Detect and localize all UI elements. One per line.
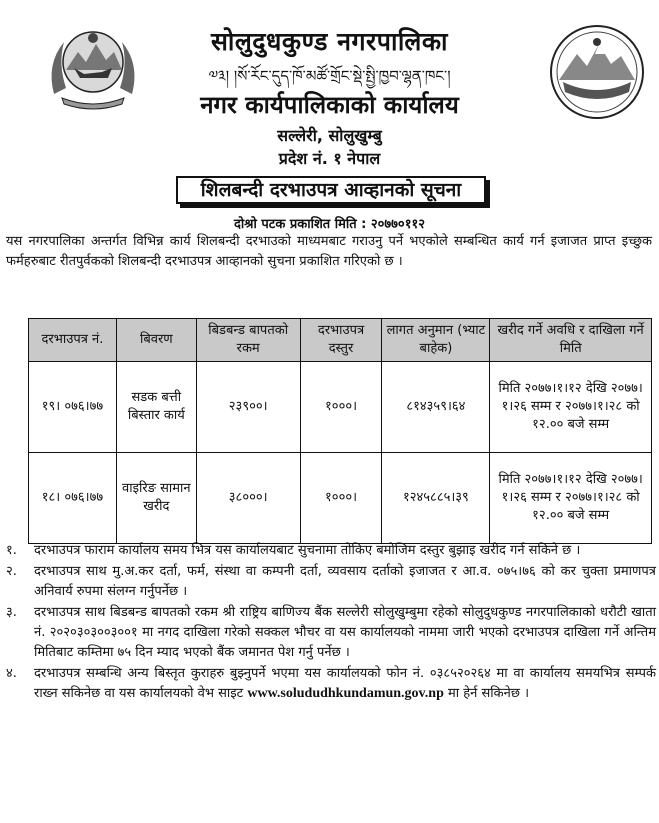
address-line-1: सल्लेरी, सोलुखुम्बु	[277, 126, 382, 145]
address-line-2: प्रदेश नं. १ नेपाल	[278, 149, 381, 168]
notice-title-banner	[176, 176, 490, 206]
col-header-period: खरीद गर्ने अवधि र दाखिला गर्ने मिति	[490, 319, 652, 362]
notice-title: शिलबन्दी दरभाउपत्र आव्हानको सूचना	[176, 176, 486, 204]
note-item	[6, 562, 656, 602]
note-text: दरभाउपत्र फाराम कार्यालय समय भित्र यस कार्यालयबाट सुचनामा तोकिए बमोजिम दस्तुर बुझाइ खरीद गर्न सकिने छ ।	[34, 543, 581, 558]
cell-tender-no: १९। ०७६।७७	[29, 362, 117, 453]
cell-description: वाइरिङ सामान खरीद	[116, 453, 196, 544]
cell-estimate: ८१४३५९।६४	[382, 362, 490, 453]
note-text: दरभाउपत्र साथ बिडबन्ड बापतको रकम श्री राष्ट्रिय बाणिज्य बैंक सल्लेरी सोलुखुम्बुमा रहेको सोलुदुधकुण्ड नगरपालिकाको धरौटी खाता नं. २०२०३०३००३००१ मा नगद दाखिला गरेको सक्कल भौचर वा यस कार्यालयको नाममा जारी भएको दरभाउपत्र दाखिला गर्ने अन्तिम मितिबाट कम्तिमा ७५ दिन म्याद भएको बैंक जमानत पेश गर्नु पर्नेछ ।	[34, 605, 656, 660]
col-header-tender-no: दरभाउपत्र नं.	[29, 319, 117, 362]
col-header-estimate: लागत अनुमान (भ्याट बाहेक)	[382, 319, 490, 362]
note-item	[6, 664, 656, 704]
note-text-before: दरभाउपत्र सम्बन्धि अन्य बिस्तृत कुराहरु बुझ्नुपर्ने भएमा यस कार्यालयको फोन नं. ०३८५२०२६४ मा वा कार्यालय समयभित्र सम्पर्क राख्न सकिनेछ वा यस कार्यालयको वेभ साइट	[34, 666, 656, 701]
col-header-bid-bond: बिडबन्ड बापतको रकम	[196, 319, 300, 362]
cell-bid-bond: ३८०००।	[196, 453, 300, 544]
table-row	[29, 362, 652, 453]
cell-period: मिति २०७७।१।१२ देखि २०७७।१।२६ सम्म र २०७७।१।२८ को १२.०० बजे सम्म	[490, 362, 652, 453]
office-title: नगर कार्यपालिकाको कार्यालय	[200, 91, 459, 119]
website-link[interactable]: www.solududhkundamun.gov.np	[247, 686, 444, 701]
publication-date: दोश्रो पटक प्रकाशित मिति : २०७७०११२	[234, 217, 425, 232]
cell-tender-no: १८। ०७६।७७	[29, 453, 117, 544]
table-row	[29, 453, 652, 544]
note-text-after: मा हेर्न सकिनेछ ।	[443, 686, 530, 701]
note-number: १.	[6, 543, 17, 558]
cell-bid-bond: २३९००।	[196, 362, 300, 453]
cell-period: मिति २०७७।१।१२ देखि २०७७।१।२६ सम्म र २०७७।१।२८ को १२.०० बजे सम्म	[490, 453, 652, 544]
notes-list	[6, 541, 656, 705]
intro-paragraph: यस नगरपालिका अन्तर्गत विभिन्न कार्य शिलबन्दी दरभाउको माध्यमबाट गराउनु पर्ने भएकोले सम्बन्धित कार्य गर्न इजाजत प्राप्त इच्छुक फर्महरुबाट रीतपुर्वकको शिलबन्दी दरभाउपत्र आव्हानको सुचना प्रकाशित गरिएको छ ।	[6, 234, 652, 269]
note-number: २.	[6, 564, 17, 579]
table-header-row	[29, 319, 652, 362]
cell-fee: १०००।	[300, 453, 382, 544]
note-item	[6, 603, 656, 663]
note-text	[34, 664, 656, 704]
tibetan-subtitle: ༧༣། །སོ་རོང་དུད་ཁོ་མཚོ་གྲོང་སྡེ་སྤྱི་ཁྱབ་ལྷན་ཁང་།	[208, 67, 451, 85]
note-item	[6, 541, 656, 561]
col-header-fee: दरभाउपत्र दस्तुर	[300, 319, 382, 362]
tender-table	[28, 318, 652, 544]
municipality-title: सोलुदुधकुण्ड नगरपालिका	[210, 27, 449, 56]
note-number: ३.	[6, 605, 17, 620]
note-number: ४.	[6, 666, 17, 681]
cell-estimate: १२४५८८५।३९	[382, 453, 490, 544]
col-header-description: बिवरण	[116, 319, 196, 362]
cell-fee: १०००।	[300, 362, 382, 453]
cell-description: सडक बत्ती बिस्तार कार्य	[116, 362, 196, 453]
note-text: दरभाउपत्र साथ मु.अ.कर दर्ता, फर्म, संस्था वा कम्पनी दर्ता, व्यवसाय दर्ताको इजाजत र आ.व. ०७५।७६ को कर चुक्ता प्रमाणपत्र अनिवार्य रुपमा संलग्न गर्नुपर्नेछ ।	[34, 564, 656, 599]
